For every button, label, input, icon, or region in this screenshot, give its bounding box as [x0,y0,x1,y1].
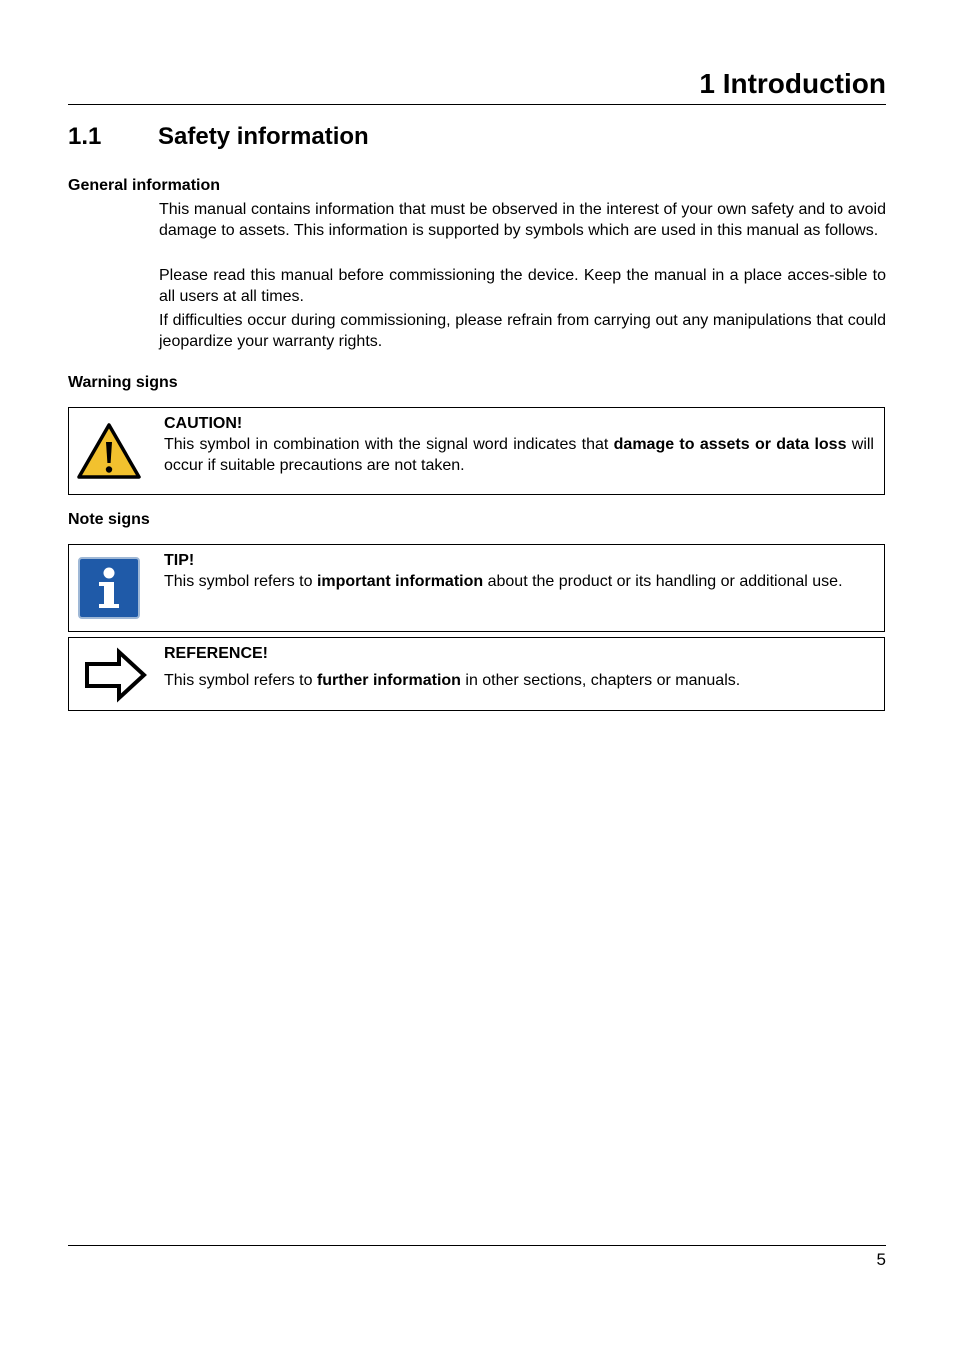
section-number: 1.1 [68,123,102,150]
warning-signs-heading: Warning signs [68,374,178,391]
reference-signal-word: REFERENCE! [164,645,269,662]
reference-text: This symbol refers to further information in other sections, chapters or manuals. [164,672,741,689]
section-title: Safety information [158,123,369,150]
general-information-heading: General information [68,177,221,194]
caution-text: This symbol in combination with the signal word indicates that damage to assets or data loss will occur if suitable precautions are not taken. [164,436,874,474]
reference-box [68,637,885,711]
arrow-right-icon [83,647,149,708]
page-number: 5 [876,1250,886,1269]
note-signs-heading: Note signs [68,511,150,528]
general-paragraph-3: If difficulties occur during commissioning, please refrain from carrying out any manipulations that could jeopardize your warranty rights. [159,312,886,350]
tip-box [68,544,885,632]
section-heading [68,121,369,153]
general-paragraph-1: This manual contains information that must be observed in the interest of your own safety and to avoid damage to assets. This information is supported by symbols which are used in this manual as follows. [159,201,886,239]
header-rule [68,104,886,105]
caution-box [68,407,885,495]
footer-rule [68,1245,886,1246]
caution-signal-word: CAUTION! [164,415,243,432]
general-paragraph-2: Please read this manual before commissioning the device. Keep the manual in a place acces-sible to all users at all times. [159,267,886,305]
info-icon [78,557,140,624]
warning-triangle-icon [77,422,141,485]
chapter-title: 1 Introduction [699,68,886,99]
tip-signal-word: TIP! [164,552,195,569]
tip-text: This symbol refers to important information about the product or its handling or additional use. [164,573,843,590]
